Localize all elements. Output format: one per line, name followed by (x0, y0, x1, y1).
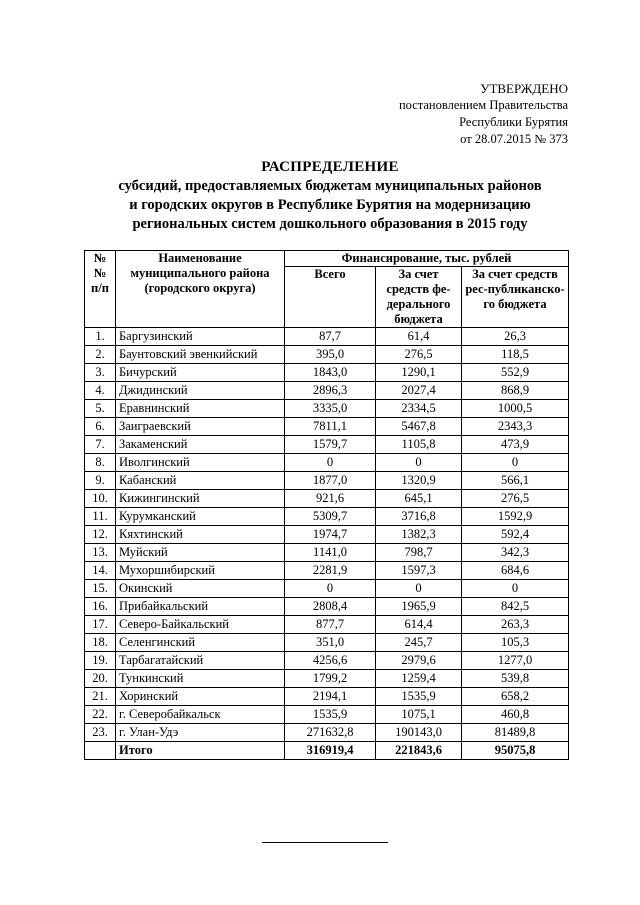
row-federal: 1382,3 (376, 526, 462, 544)
table-row (85, 490, 569, 508)
row-republic: 473,9 (462, 436, 569, 454)
row-republic: 105,3 (462, 634, 569, 652)
row-municipality: Баунтовский эвенкийский (116, 346, 285, 364)
row-republic: 1592,9 (462, 508, 569, 526)
table-row (85, 436, 569, 454)
approval-line-3: от 28.07.2015 № 373 (460, 132, 568, 146)
row-number: 19. (85, 652, 116, 670)
total-row-total: 316919,4 (285, 742, 376, 760)
row-republic: 276,5 (462, 490, 569, 508)
row-total: 1799,2 (285, 670, 376, 688)
row-municipality: Курумканский (116, 508, 285, 526)
row-number: 5. (85, 400, 116, 418)
row-number: 11. (85, 508, 116, 526)
table-row (85, 598, 569, 616)
document-heading (60, 158, 600, 234)
table-header (85, 251, 569, 328)
header-funding: Финансирование, тыс. рублей (285, 251, 569, 267)
approval-line-2: Республики Бурятия (459, 115, 568, 129)
row-federal: 1965,9 (376, 598, 462, 616)
row-total: 3335,0 (285, 400, 376, 418)
table-row (85, 418, 569, 436)
row-republic: 566,1 (462, 472, 569, 490)
distribution-table (84, 250, 569, 760)
row-federal: 1597,3 (376, 562, 462, 580)
row-number: 21. (85, 688, 116, 706)
row-total: 2281,9 (285, 562, 376, 580)
row-total: 5309,7 (285, 508, 376, 526)
row-federal: 276,5 (376, 346, 462, 364)
row-total: 4256,6 (285, 652, 376, 670)
row-municipality: Кижингинский (116, 490, 285, 508)
row-municipality: Окинский (116, 580, 285, 598)
row-municipality: Баргузинский (116, 328, 285, 346)
table-row (85, 652, 569, 670)
row-federal: 2334,5 (376, 400, 462, 418)
row-total: 351,0 (285, 634, 376, 652)
row-total: 2194,1 (285, 688, 376, 706)
row-number: 13. (85, 544, 116, 562)
row-municipality: г. Улан-Удэ (116, 724, 285, 742)
row-federal: 61,4 (376, 328, 462, 346)
table-row (85, 724, 569, 742)
row-municipality: Бичурский (116, 364, 285, 382)
total-row-federal: 221843,6 (376, 742, 462, 760)
footer-divider (262, 842, 388, 843)
row-federal: 2979,6 (376, 652, 462, 670)
row-republic: 658,2 (462, 688, 569, 706)
document-subtitle-line-3: региональных систем дошкольного образования в 2015 году (132, 216, 528, 232)
row-municipality: г. Северобайкальск (116, 706, 285, 724)
row-number: 17. (85, 616, 116, 634)
row-federal: 798,7 (376, 544, 462, 562)
row-federal: 2027,4 (376, 382, 462, 400)
approval-block (399, 80, 568, 148)
table-row (85, 688, 569, 706)
row-republic: 118,5 (462, 346, 569, 364)
row-total: 1579,7 (285, 436, 376, 454)
row-federal: 245,7 (376, 634, 462, 652)
row-number: 15. (85, 580, 116, 598)
table-row (85, 382, 569, 400)
row-republic: 842,5 (462, 598, 569, 616)
total-row-label: Итого (116, 742, 285, 760)
row-republic: 0 (462, 580, 569, 598)
row-number: 10. (85, 490, 116, 508)
row-republic: 684,6 (462, 562, 569, 580)
row-number: 8. (85, 454, 116, 472)
table-row (85, 706, 569, 724)
row-republic: 460,8 (462, 706, 569, 724)
total-row-republic: 95075,8 (462, 742, 569, 760)
row-municipality: Хоринский (116, 688, 285, 706)
row-municipality: Иволгинский (116, 454, 285, 472)
row-federal: 190143,0 (376, 724, 462, 742)
table-row (85, 526, 569, 544)
row-municipality: Прибайкальский (116, 598, 285, 616)
row-total: 877,7 (285, 616, 376, 634)
table-row (85, 634, 569, 652)
row-number: 1. (85, 328, 116, 346)
row-total: 921,6 (285, 490, 376, 508)
table-row (85, 364, 569, 382)
row-municipality: Селенгинский (116, 634, 285, 652)
row-total: 1141,0 (285, 544, 376, 562)
row-republic: 1277,0 (462, 652, 569, 670)
row-federal: 3716,8 (376, 508, 462, 526)
row-number: 14. (85, 562, 116, 580)
header-total: Всего (285, 267, 376, 328)
row-republic: 552,9 (462, 364, 569, 382)
row-federal: 1259,4 (376, 670, 462, 688)
table-row (85, 328, 569, 346)
table-row (85, 346, 569, 364)
row-republic: 342,3 (462, 544, 569, 562)
row-municipality: Еравнинский (116, 400, 285, 418)
row-municipality: Северо-Байкальский (116, 616, 285, 634)
row-republic: 1000,5 (462, 400, 569, 418)
row-number: 4. (85, 382, 116, 400)
row-number: 16. (85, 598, 116, 616)
row-republic: 81489,8 (462, 724, 569, 742)
row-federal: 5467,8 (376, 418, 462, 436)
row-total: 271632,8 (285, 724, 376, 742)
table-body (85, 328, 569, 760)
table-row (85, 562, 569, 580)
row-total: 1535,9 (285, 706, 376, 724)
row-republic: 592,4 (462, 526, 569, 544)
row-total: 1877,0 (285, 472, 376, 490)
header-number: №№ п/п (85, 251, 116, 328)
table-row (85, 472, 569, 490)
table-row (85, 508, 569, 526)
approval-heading: УТВЕРЖДЕНО (480, 81, 568, 96)
row-federal: 1075,1 (376, 706, 462, 724)
row-republic: 263,3 (462, 616, 569, 634)
row-municipality: Кабанский (116, 472, 285, 490)
header-federal: За счет средств фе-дерального бюджета (376, 267, 462, 328)
row-republic: 26,3 (462, 328, 569, 346)
row-republic: 0 (462, 454, 569, 472)
document-subtitle-line-1: субсидий, предоставляемых бюджетам муниципальных районов (118, 178, 542, 194)
table-row (85, 400, 569, 418)
table-row (85, 454, 569, 472)
row-total: 1843,0 (285, 364, 376, 382)
table-row (85, 616, 569, 634)
row-number: 12. (85, 526, 116, 544)
approval-line-1: постановлением Правительства (398, 98, 568, 112)
row-number: 20. (85, 670, 116, 688)
row-total: 2896,3 (285, 382, 376, 400)
document-title: РАСПРЕДЕЛЕНИЕ (261, 159, 399, 175)
table-total-row (85, 742, 569, 760)
row-federal: 0 (376, 580, 462, 598)
row-total: 87,7 (285, 328, 376, 346)
row-municipality: Мухоршибирский (116, 562, 285, 580)
row-total: 2808,4 (285, 598, 376, 616)
row-federal: 1320,9 (376, 472, 462, 490)
row-municipality: Джидинский (116, 382, 285, 400)
row-number: 23. (85, 724, 116, 742)
table-row (85, 580, 569, 598)
row-total: 395,0 (285, 346, 376, 364)
row-federal: 1535,9 (376, 688, 462, 706)
row-federal: 1290,1 (376, 364, 462, 382)
table-row (85, 670, 569, 688)
row-total: 7811,1 (285, 418, 376, 436)
row-total: 0 (285, 580, 376, 598)
document-subtitle-line-2: и городских округов в Республике Бурятия на модернизацию (129, 197, 531, 213)
row-municipality: Заиграевский (116, 418, 285, 436)
row-republic: 539,8 (462, 670, 569, 688)
row-federal: 0 (376, 454, 462, 472)
row-number: 6. (85, 418, 116, 436)
total-row-number (85, 742, 116, 760)
row-number: 22. (85, 706, 116, 724)
row-number: 9. (85, 472, 116, 490)
row-number: 3. (85, 364, 116, 382)
row-republic: 868,9 (462, 382, 569, 400)
table-row (85, 544, 569, 562)
header-republic: За счет средств рес-публиканско-го бюджета (462, 267, 569, 328)
header-municipality: Наименование муниципального района (городского округа) (116, 251, 285, 328)
row-municipality: Кяхтинский (116, 526, 285, 544)
row-municipality: Тарбагатайский (116, 652, 285, 670)
row-municipality: Закаменский (116, 436, 285, 454)
row-republic: 2343,3 (462, 418, 569, 436)
row-number: 18. (85, 634, 116, 652)
row-total: 0 (285, 454, 376, 472)
row-federal: 1105,8 (376, 436, 462, 454)
row-municipality: Тункинский (116, 670, 285, 688)
row-federal: 645,1 (376, 490, 462, 508)
row-federal: 614,4 (376, 616, 462, 634)
row-number: 7. (85, 436, 116, 454)
row-municipality: Муйский (116, 544, 285, 562)
row-number: 2. (85, 346, 116, 364)
row-total: 1974,7 (285, 526, 376, 544)
